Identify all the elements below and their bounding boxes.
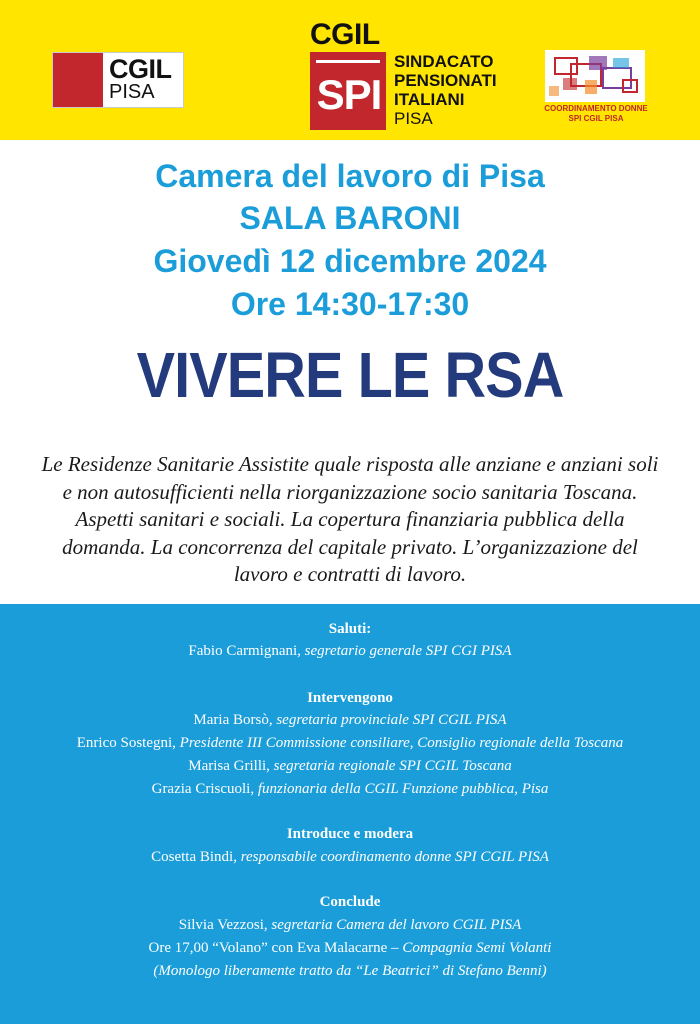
- conclude-line: Silvia Vezzosi, segretaria Camera del lavoro CGIL PISA: [178, 917, 522, 933]
- spi-line-3: ITALIANI: [394, 90, 465, 109]
- speaker-row: Marisa Grilli, segretaria regionale SPI CGIL Toscana: [188, 758, 512, 774]
- monologo-line: (Monologo liberamente tratto da “Le Beatrici” di Stefano Benni): [153, 963, 547, 979]
- abstract-art-icon: [545, 50, 645, 102]
- conclude-heading: Conclude: [319, 894, 381, 910]
- spi-line-city: PISA: [394, 109, 433, 128]
- red-square: [53, 53, 103, 107]
- coordinamento-donne-logo: [542, 50, 650, 123]
- spi-logo-box: [310, 52, 386, 130]
- spi-line-1: SINDACATO: [394, 52, 494, 71]
- saluti-line: Fabio Carmignani, segretario generale SPI CGI PISA: [188, 643, 512, 659]
- speaker-row: Grazia Criscuoli, funzionaria della CGIL Funzione pubblica, Pisa: [151, 781, 549, 797]
- room: SALA BARONI: [239, 200, 461, 236]
- cgil-logo-text: CGIL: [109, 54, 172, 84]
- spi-logo-cgil: CGIL: [310, 18, 380, 51]
- intervengono-heading: Intervengono: [307, 690, 393, 706]
- spi-cgil-logo: [310, 20, 510, 135]
- speaker-row: Maria Borsò, segretaria provinciale SPI CGIL PISA: [193, 712, 507, 728]
- cgil-logo-city: PISA: [109, 81, 155, 103]
- coordinamento-caption: COORDINAMENTO DONNE SPI CGIL PISA: [544, 104, 648, 123]
- event-time: Ore 14:30-17:30: [230, 286, 470, 322]
- spi-line-2: PENSIONATI: [394, 71, 497, 90]
- saluti-heading: Saluti:: [328, 621, 372, 637]
- event-title: VIVERE LE RSA: [136, 339, 564, 411]
- event-date: Giovedì 12 dicembre 2024: [153, 243, 547, 279]
- header-banner: [0, 0, 700, 140]
- cgil-pisa-logo: [52, 52, 184, 108]
- spi-logo-text: SPI: [316, 71, 382, 118]
- event-description: Le Residenze Sanitarie Assistite quale risposta alle anziane e anziani soli e non autosufficienti nella riorganizzazione socio sanitaria Toscana. Aspetti sanitari e sociali. La copertura finanziaria pubblica della domanda. La concorrenza del capitale privato. L’organizzazione del lavoro e contratti di lavoro.: [41, 452, 659, 586]
- volano-line: Ore 17,00 “Volano” con Eva Malacarne – Compagnia Semi Volanti: [148, 940, 552, 956]
- speaker-row: Enrico Sostegni, Presidente III Commissione consiliare, Consiglio regionale della Toscana: [76, 735, 624, 751]
- venue: Camera del lavoro di Pisa: [155, 158, 545, 194]
- modera-line: Cosetta Bindi, responsabile coordinamento donne SPI CGIL PISA: [151, 849, 549, 865]
- modera-heading: Introduce e modera: [286, 826, 414, 842]
- spi-logo-lines: [394, 52, 497, 128]
